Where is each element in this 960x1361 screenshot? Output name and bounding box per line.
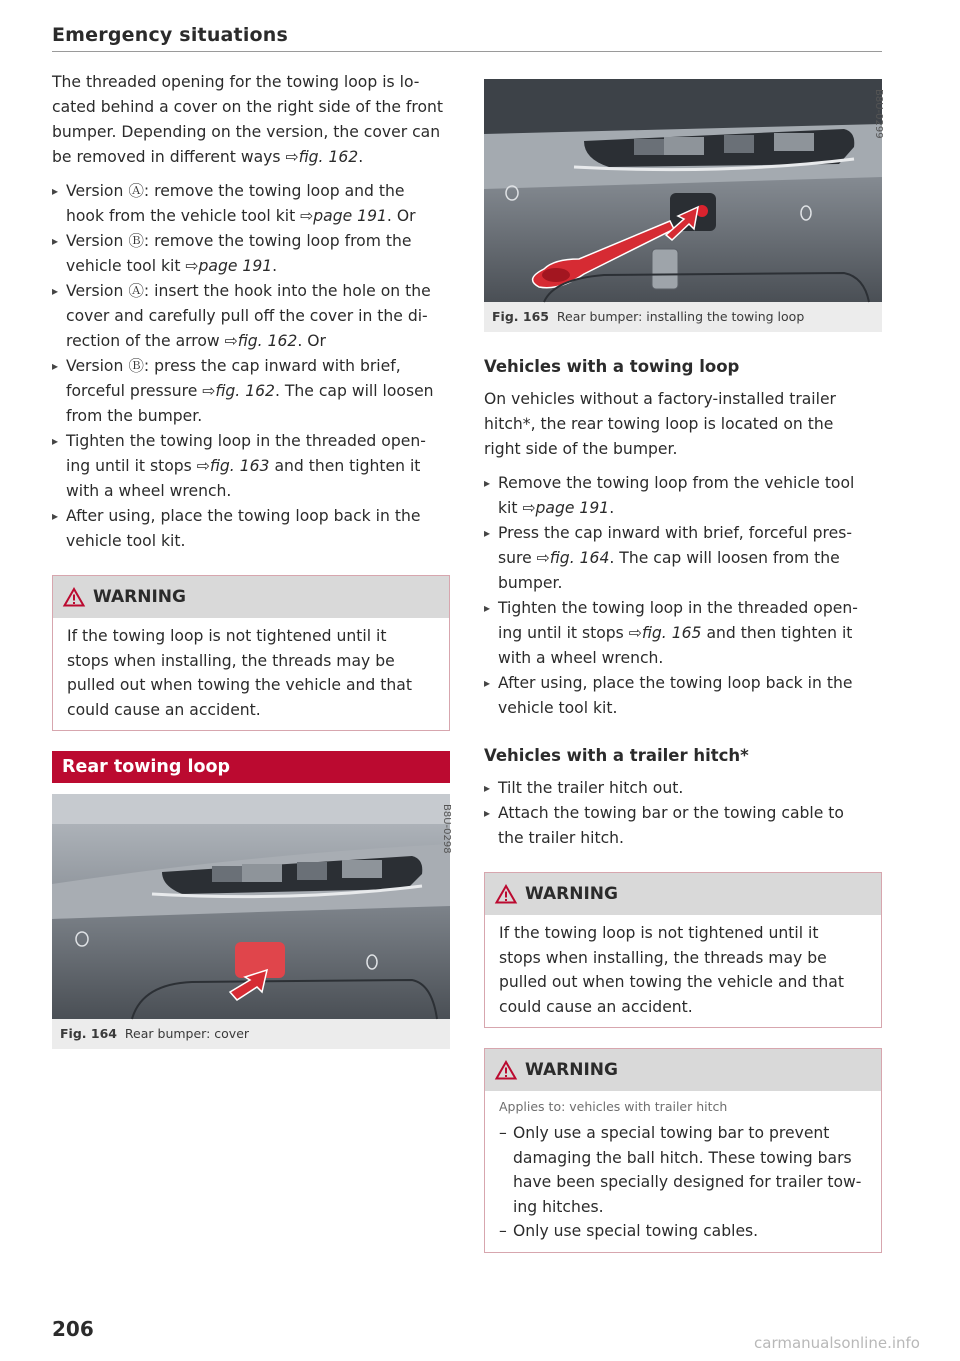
ref-arrow-icon: ⇨	[628, 624, 642, 642]
list-item: ▸ After using, place the towing loop back in the vehicle tool kit.	[52, 504, 450, 554]
warning-title: WARNING	[525, 1059, 618, 1080]
list-item: ▸ Press the cap inward with brief, forceful pres- sure ⇨fig. 164. The cap will loosen from the bumper.	[484, 521, 882, 596]
warning-triangle-icon	[495, 1060, 517, 1080]
applies-to-note: Applies to: vehicles with trailer hitch	[499, 1099, 728, 1114]
ref-arrow-icon: ⇨	[196, 457, 210, 475]
ref-arrow-icon: ⇨	[300, 207, 314, 225]
list-item: ▸ Tilt the trailer hitch out.	[484, 776, 882, 801]
header-divider	[52, 51, 882, 52]
list-item: ▸ Version Ⓑ: press the cap inward with brief, forceful pressure ⇨fig. 162. The cap will loosen from the bumper.	[52, 354, 450, 429]
page-number: 206	[52, 1317, 94, 1341]
figure-164	[52, 794, 450, 1049]
list-item: ▸ Version Ⓐ: insert the hook into the hole on the cover and carefully pull off the cover in the di- rection of the arrow ⇨fig. 162. Or	[52, 279, 450, 354]
ref-arrow-icon: ⇨	[224, 332, 238, 350]
rear-bumper-towing-loop-image	[484, 79, 882, 302]
rear-bumper-cover-image	[52, 794, 450, 1019]
warning-box	[484, 872, 882, 1028]
warning-title: WARNING	[525, 883, 618, 904]
ref-arrow-icon: ⇨	[202, 382, 216, 400]
figure-code: B8U-0298	[441, 804, 452, 854]
right-column	[484, 79, 882, 1273]
list-item: ▸ Attach the towing bar or the towing cable to the trailer hitch.	[484, 801, 882, 851]
section-title: Rear towing loop	[52, 751, 450, 783]
page-reference-link[interactable]: page 191	[535, 499, 610, 517]
warning-title: WARNING	[93, 586, 186, 607]
warning-box	[484, 1048, 882, 1253]
ref-arrow-icon: ⇨	[536, 549, 550, 567]
ref-arrow-icon: ⇨	[522, 499, 536, 517]
warning-header	[53, 576, 449, 618]
figure-reference-link[interactable]: fig. 163	[209, 457, 270, 475]
warning-text	[485, 1091, 881, 1252]
ref-arrow-icon: ⇨	[285, 148, 299, 166]
version-b-marker: Ⓑ	[128, 232, 144, 250]
warning-text: If the towing loop is not tightened until it stops when installing, the threads may be pulled out when towing the vehicle and that could cause an accident.	[499, 924, 844, 1016]
page-reference-link[interactable]: page 191	[313, 207, 387, 225]
list-item: ▸ Tighten the towing loop in the threaded open- ing until it stops ⇨fig. 163 and then tighten it with a wheel wrench.	[52, 429, 450, 504]
intro-paragraph: The threaded opening for the towing loop is lo- cated behind a cover on the right side of the front bumper. Depending on the version, the cover can be removed in different ways ⇨fig. 162.	[52, 73, 444, 166]
figure-caption: Fig. 164 Rear bumper: cover	[60, 1026, 250, 1041]
figure-reference-link[interactable]: fig. 165	[641, 624, 702, 642]
figure-reference-link[interactable]: fig. 162	[298, 148, 359, 166]
list-item: – Only use special towing cables.	[499, 1219, 871, 1244]
figure-reference-link[interactable]: fig. 164	[549, 549, 610, 567]
version-a-marker: Ⓐ	[128, 282, 144, 300]
warning-box	[52, 575, 450, 731]
figure-reference-link[interactable]: fig. 162	[215, 382, 275, 400]
warning-text: If the towing loop is not tightened until it stops when installing, the threads may be pulled out when towing the vehicle and that could cause an accident.	[67, 627, 412, 719]
list-item: ▸ After using, place the towing loop back in the vehicle tool kit.	[484, 671, 882, 721]
ref-arrow-icon: ⇨	[185, 257, 199, 275]
watermark: carmanualsonline.info	[754, 1334, 920, 1352]
page-reference-link[interactable]: page 191	[198, 257, 273, 275]
list-item: ▸ Version Ⓑ: remove the towing loop from the vehicle tool kit ⇨page 191.	[52, 229, 450, 279]
warning-triangle-icon	[63, 587, 85, 607]
towing-loop-paragraph: On vehicles without a factory-installed trailer hitch*, the rear towing loop is located on the right side of the bumper.	[484, 390, 836, 458]
figure-code: B8U-0299	[873, 89, 884, 139]
subheading-towing-loop: Vehicles with a towing loop	[484, 357, 740, 376]
list-item: – Only use a special towing bar to prevent damaging the ball hitch. These towing bars have been specially designed for trailer tow- ing hitches.	[499, 1121, 871, 1219]
list-item: ▸ Version Ⓐ: remove the towing loop and the hook from the vehicle tool kit ⇨page 191. Or	[52, 179, 450, 229]
instruction-steps	[484, 471, 882, 721]
subheading-trailer-hitch: Vehicles with a trailer hitch*	[484, 746, 749, 765]
list-item: ▸ Tighten the towing loop in the threaded open- ing until it stops ⇨fig. 165 and then tighten it with a wheel wrench.	[484, 596, 882, 671]
figure-reference-link[interactable]: fig. 162	[237, 332, 298, 350]
figure-caption: Fig. 165 Rear bumper: installing the towing loop	[492, 309, 805, 324]
list-item: ▸ Remove the towing loop from the vehicle tool kit ⇨page 191.	[484, 471, 882, 521]
left-column	[52, 70, 450, 1049]
warning-triangle-icon	[495, 884, 517, 904]
instruction-steps	[484, 776, 882, 851]
warning-header	[485, 1049, 881, 1091]
warning-header	[485, 873, 881, 915]
instruction-steps	[52, 179, 450, 554]
version-b-marker: Ⓑ	[128, 357, 144, 375]
page-header-title: Emergency situations	[52, 24, 289, 46]
figure-165	[484, 79, 882, 332]
version-a-marker: Ⓐ	[128, 182, 144, 200]
